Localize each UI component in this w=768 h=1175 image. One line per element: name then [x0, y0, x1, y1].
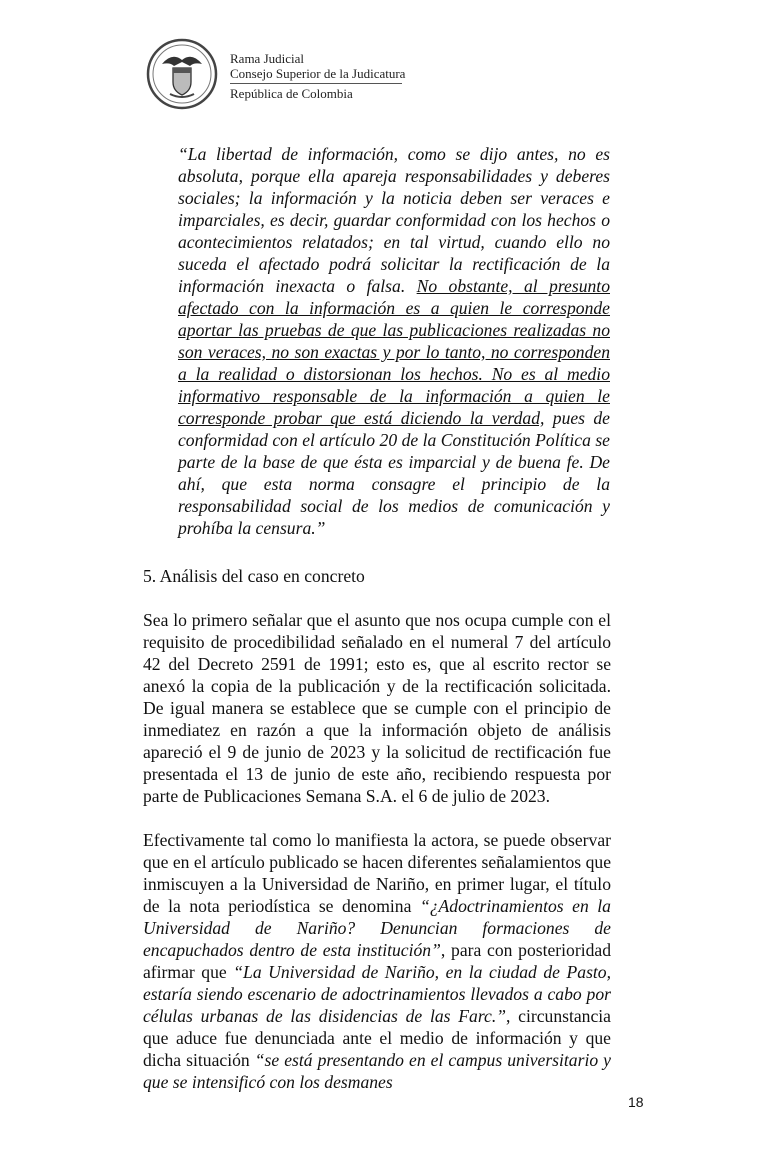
paragraph-1: Sea lo primero señalar que el asunto que nos ocupa cumple con el requisito de procedibilidad señalado en el numeral 7 del artículo 42 del Decreto 2591 de 1991; esto es, que al escrito rector se anexó la copia de la publicación y de la rectificación solicitada. De igual manera se establece que se cumple con el principio de inmediatez en razón a que la información objeto de análisis apareció el 9 de junio de 2023 y la solicitud de rectificación fue presentada el 13 de junio de este año, recibiendo respuesta por parte de Publicaciones Semana S.A. el 6 de julio de 2023.: [143, 610, 611, 806]
letterhead: [146, 38, 406, 106]
paragraph-2: [143, 829, 611, 1093]
letterhead-divider: [230, 83, 402, 84]
block-quote: [178, 143, 610, 539]
quote-text-1: “La libertad de información, como se dijo antes, no es absoluta, porque ella apareja responsabilidades y deberes sociales; la información y la noticia deben ser veraces e imparciales, es decir, guardar conformidad con los hechos o acontecimientos relatados; en tal virtud, cuando ello no suceda el afectado podrá solicitar la rectificación de la información inexacta o falsa.: [178, 144, 610, 296]
section-title: 5. Análisis del caso en concreto: [143, 566, 365, 586]
quote-text-2: pues de conformidad con el artículo 20 de la Constitución Política se parte de la base de que ésta es imparcial y de buena fe. De ahí, que esta norma consagre el principio de la responsabilidad social de los medios de comunicación y prohíba la censura.”: [178, 408, 610, 538]
paragraph-2-text-3: , circunstancia que aduce fue denunciada ante el medio de información y que dicha situación: [143, 1006, 611, 1070]
page-number: 18: [628, 1094, 644, 1110]
paragraph-2-quote-2: “La Universidad de Nariño, en la ciudad de Pasto, estaría siendo escenario de adoctrinamientos llevados a cabo por células urbanas de las disidencias de las Farc.”: [143, 962, 612, 1026]
letterhead-institution: [230, 52, 405, 81]
paragraph-2-quote-3: “se está presentando en el campus universitario y que se intensificó con los desmanes: [143, 1050, 611, 1092]
paragraph-2-text-2: , para con posterioridad afirmar que: [143, 940, 611, 982]
letterhead-line-2: Consejo Superior de la Judicatura: [230, 65, 406, 81]
quote-underlined-text: No obstante, al presunto afectado con la información es a quien le corresponde aportar las pruebas de que las publicaciones realizadas no son veraces, no son exactas y por lo tanto, no corresponden a la realidad o distorsionan los hechos. No es al medio informativo responsable de la información a quien le corresponde probar que está diciendo la verdad,: [178, 276, 610, 428]
coat-of-arms-seal-icon: [146, 38, 218, 110]
letterhead-line-1: Rama Judicial: [230, 51, 305, 66]
paragraph-2-text-1: Efectivamente tal como lo manifiesta la actora, se puede observar que en el artículo publicado se hacen diferentes señalamientos que inmiscuyen a la Universidad de Nariño, en primer lugar, el título de la nota periodística se denomina: [143, 830, 611, 916]
paragraph-2-quote-1: “¿Adoctrinamientos en la Universidad de Nariño? Denuncian formaciones de encapuchados dentro de esta institución”: [143, 896, 611, 960]
letterhead-country: República de Colombia: [230, 86, 353, 101]
